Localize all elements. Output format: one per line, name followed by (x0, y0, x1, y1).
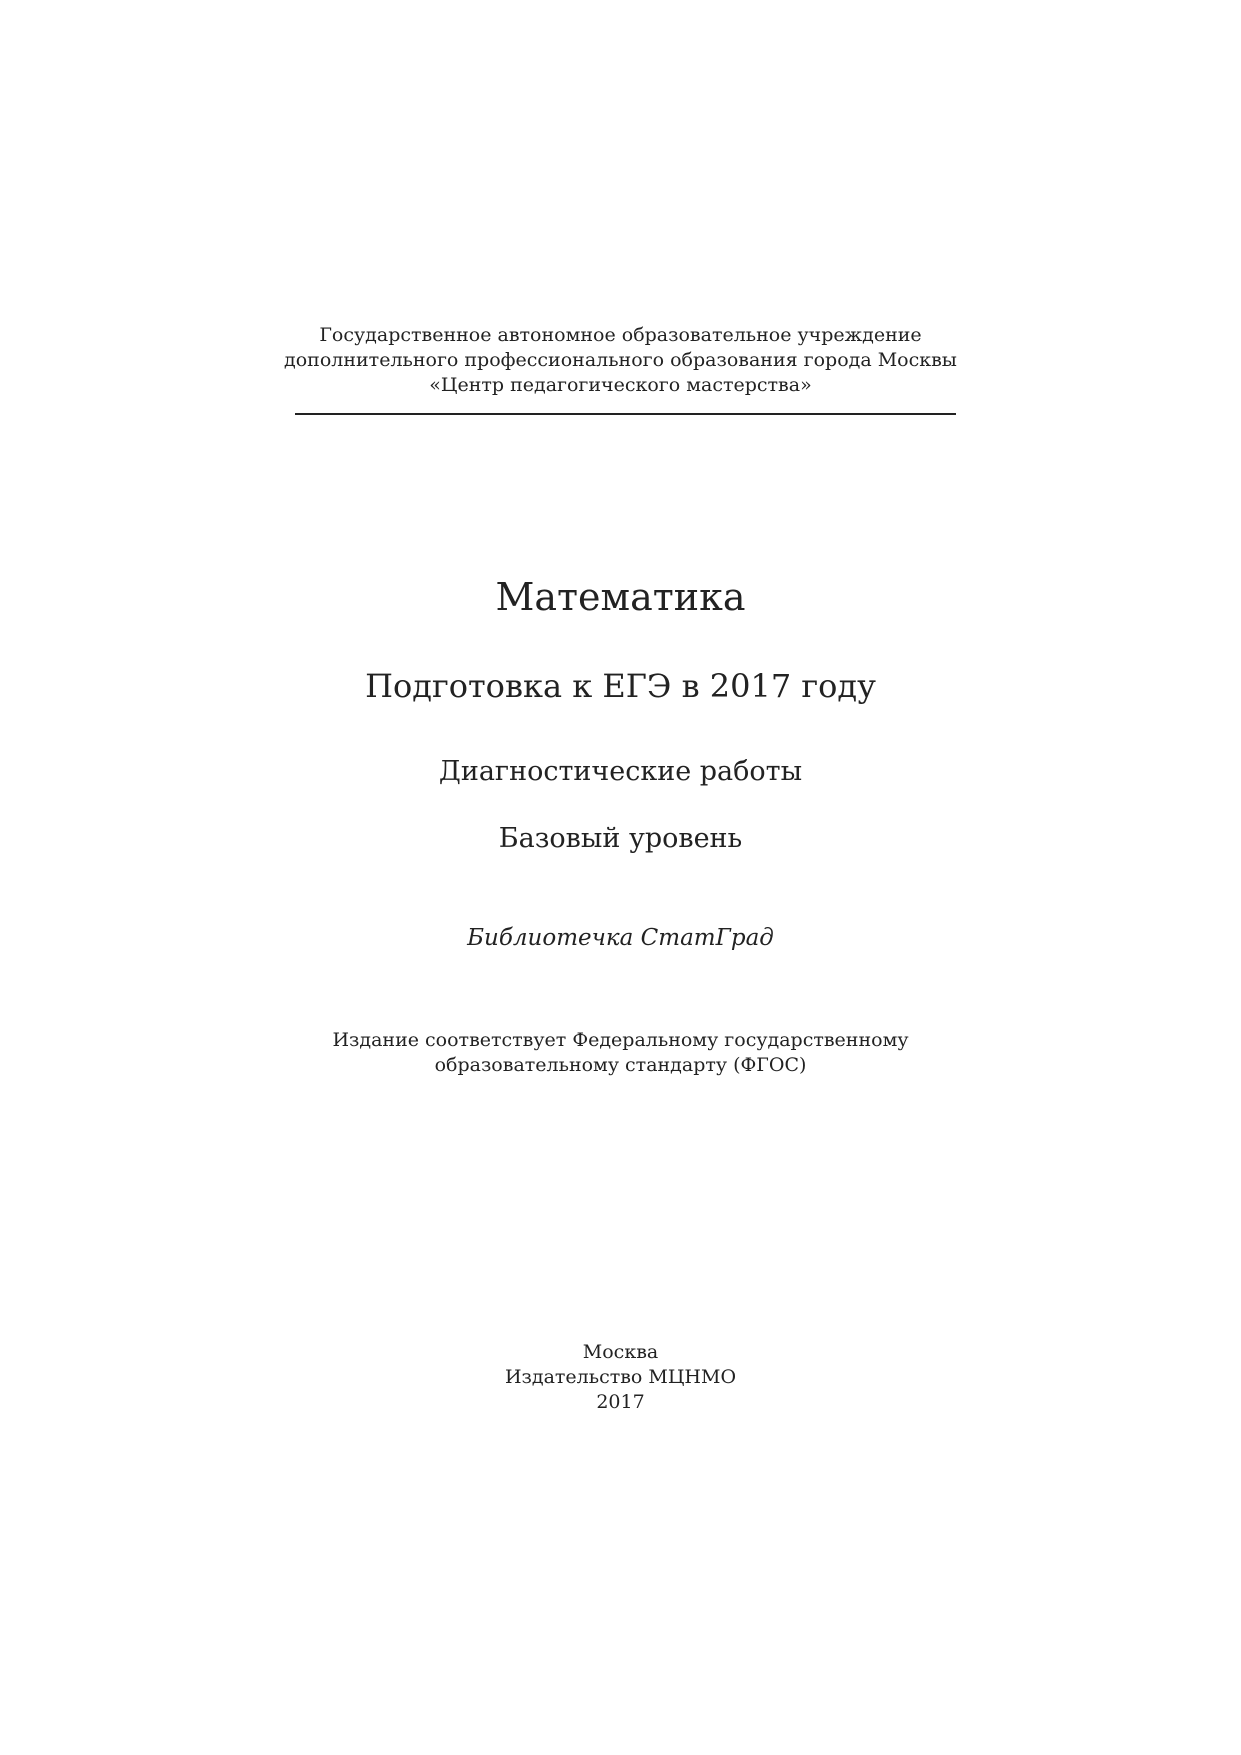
institution-line: Государственное автономное образовательное учреждение (319, 324, 922, 346)
institution-header (0, 323, 1241, 398)
institution-line: «Центр педагогического мастерства» (429, 374, 812, 396)
header-divider (295, 413, 956, 415)
institution-line: дополнительного профессионального образования города Москвы (284, 349, 957, 371)
book-subtitle: Подготовка к ЕГЭ в 2017 году (365, 667, 876, 705)
imprint-publisher: Издательство МЦНМО (504, 1366, 737, 1388)
imprint (0, 1340, 1241, 1415)
standard-note-line: Издание соответствует Федеральному государственному (332, 1029, 909, 1051)
imprint-year: 2017 (596, 1391, 645, 1413)
standard-note-line: образовательному стандарту (ФГОС) (434, 1054, 807, 1076)
imprint-city: Москва (582, 1341, 659, 1363)
standard-note (0, 1028, 1241, 1078)
level: Базовый уровень (498, 823, 743, 854)
series-name: Библиотечка СтатГрад (467, 925, 774, 951)
book-title: Математика (495, 575, 746, 619)
work-type: Диагностические работы (438, 756, 803, 787)
